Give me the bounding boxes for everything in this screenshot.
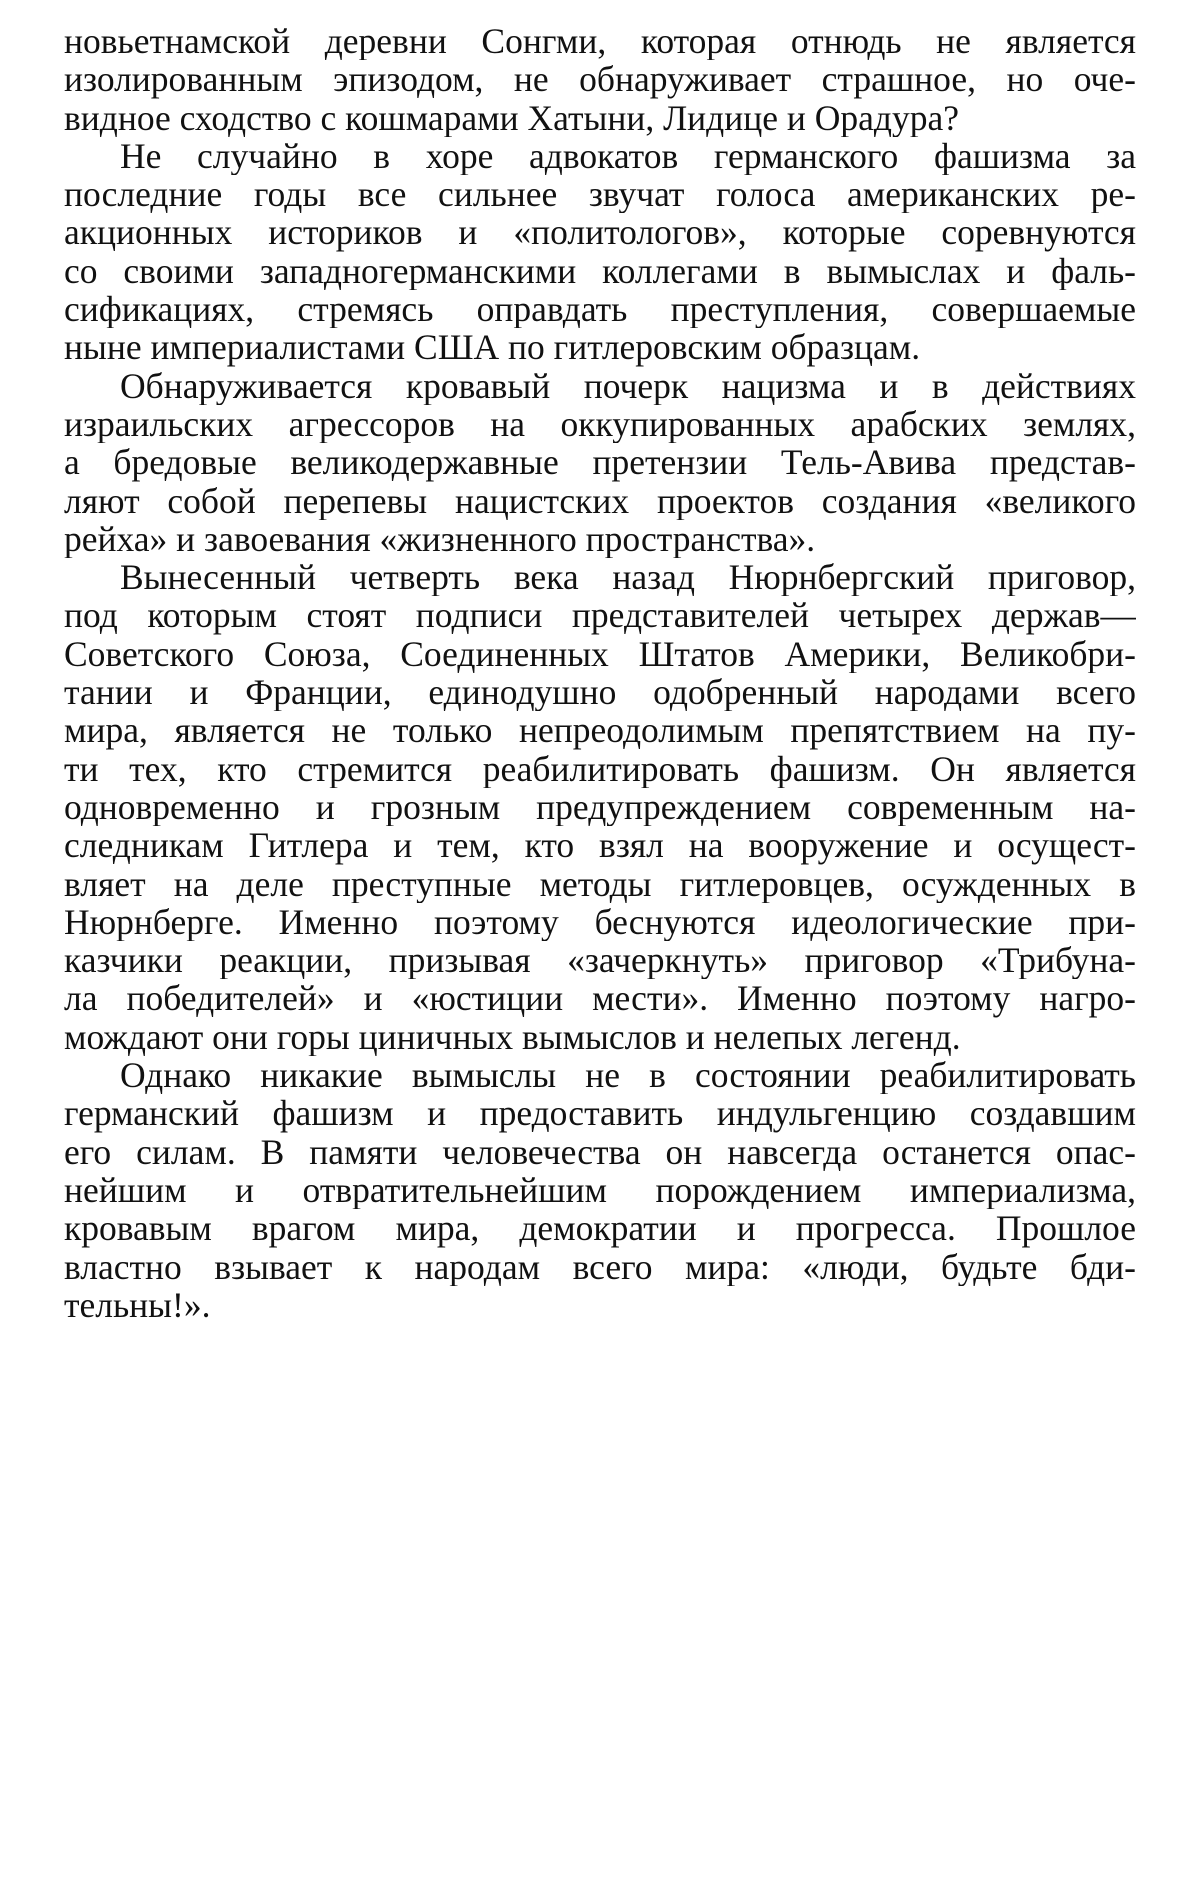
- text-line: сификациях, стремясь оправдать преступления, совершаемые: [64, 290, 1136, 329]
- text-line: Обнаруживается кровавый почерк нацизма и в действиях: [120, 366, 1136, 405]
- text-line: ти тех, кто стремится реабилитировать фашизм. Он является: [64, 749, 1136, 788]
- text-line: рейха» и завоевания «жизненного пространства».: [64, 519, 816, 559]
- text-line: казчики реакции, призывая «зачеркнуть» приговор «Трибуна-: [64, 941, 1136, 980]
- text-line: нейшим и отвратительнейшим порождением империализма,: [64, 1170, 1136, 1210]
- text-line: последние годы все сильнее звучат голоса американских ре-: [64, 175, 1136, 214]
- text-line: следникам Гитлера и тем, кто взял на вооружение и осущест-: [64, 826, 1136, 865]
- paragraph: [64, 558, 1136, 1056]
- text-line: ныне империалистами США по гитлеровским образцам.: [64, 328, 921, 367]
- text-line: а бредовые великодержавные претензии Тель-Авива представ-: [64, 443, 1136, 482]
- text-line: ла победителей» и «юстиции мести». Именно поэтому нагро-: [64, 979, 1136, 1018]
- text-line: Советского Союза, Соединенных Штатов Америки, Великобри-: [64, 634, 1136, 674]
- text-line: изолированным эпизодом, не обнаруживает страшное, но оче-: [64, 60, 1136, 99]
- text-line: мира, является не только непреодолимым препятствием на пу-: [64, 711, 1136, 750]
- text-line: Не случайно в хоре адвокатов германского фашизма за: [120, 136, 1136, 176]
- text-line: Однако никакие вымыслы не в состоянии реабилитировать: [120, 1056, 1136, 1095]
- text-line: под которым стоят подписи представителей четырех держав—: [64, 596, 1136, 635]
- paragraph: [64, 137, 1136, 367]
- text-line: вляет на деле преступные методы гитлеровцев, осужденных в: [64, 864, 1136, 903]
- text-line: тельны!».: [64, 1285, 211, 1325]
- text-line: германский фашизм и предоставить индульгенцию создавшим: [64, 1094, 1136, 1133]
- text-line: со своими западногерманскими коллегами в вымыслах и фаль-: [64, 251, 1136, 291]
- paragraph: [64, 1056, 1136, 1324]
- text-line: властно взывает к народам всего мира: «люди, будьте бди-: [64, 1247, 1136, 1286]
- text-line: ляют собой перепевы нацистских проектов создания «великого: [64, 481, 1136, 520]
- text-line: израильских агрессоров на оккупированных арабских землях,: [64, 404, 1136, 444]
- text-line: мождают они горы циничных вымыслов и нелепых легенд.: [64, 1017, 961, 1057]
- text-line: Вынесенный четверть века назад Нюрнбергский приговор,: [120, 558, 1136, 597]
- text-line: новьетнамской деревни Сонгми, которая отнюдь не является: [64, 22, 1136, 61]
- text-line: акционных историков и «политологов», которые соревнуются: [64, 213, 1136, 252]
- text-line: кровавым врагом мира, демократии и прогресса. Прошлое: [64, 1209, 1136, 1248]
- text-line: одновременно и грозным предупреждением современным на-: [64, 787, 1136, 827]
- paragraph: [64, 22, 1136, 137]
- text-line: тании и Франции, единодушно одобренный народами всего: [64, 673, 1136, 712]
- text-line: видное сходство с кошмарами Хатыни, Лидице и Орадура?: [64, 98, 959, 137]
- paragraph: [64, 367, 1136, 558]
- body-text: [64, 22, 1136, 1324]
- text-line: его силам. В памяти человечества он навсегда останется опас-: [64, 1132, 1136, 1171]
- text-line: Нюрнберге. Именно поэтому беснуются идеологические при-: [64, 902, 1136, 942]
